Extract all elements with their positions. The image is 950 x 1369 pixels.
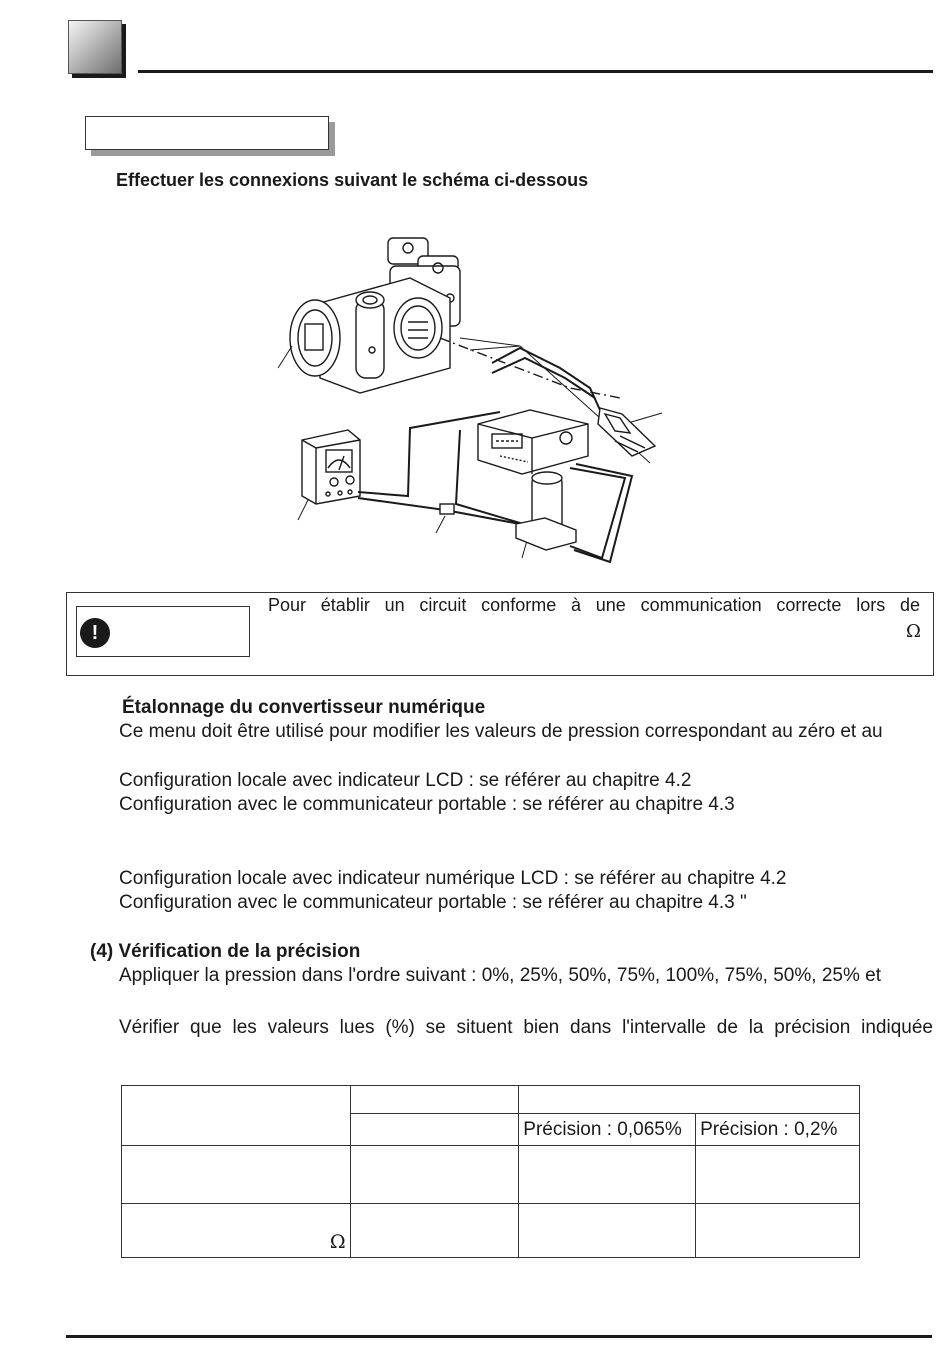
table-cell [696,1204,860,1258]
calibration-line-1: Ce menu doit être utilisé pour modifier les valeurs de pression correspondant au zéro et au [119,721,883,742]
exclamation-icon: ! [80,618,110,648]
verification-line-2: Vérifier que les valeurs lues (%) se situent bien dans l'intervalle de la précision indiquée [119,1017,933,1038]
table-row [122,1086,860,1114]
pressure-generator [516,472,576,550]
table-cell [122,1086,351,1146]
verification-heading: (4) Vérification de la précision [90,941,361,962]
footer-rule [66,1335,932,1338]
table-cell [350,1086,519,1114]
connection-instruction: Effectuer les connexions suivant le schéma ci-dessous [116,170,589,190]
header-rule [138,70,933,73]
verification-line-1: Appliquer la pression dans l'ordre suivant : 0%, 25%, 50%, 75%, 100%, 75%, 50%, 25% et [119,965,881,986]
table-header-precision-02: Précision : 0,2% [696,1114,860,1146]
pressure-transmitter [290,278,450,393]
calibration-line-4: Configuration locale avec indicateur numérique LCD : se référer au chapitre 4.2 [119,868,787,889]
calibration-line-2: Configuration locale avec indicateur LCD : se référer au chapitre 4.2 [119,770,692,791]
table-cell [350,1114,519,1146]
note-omega-symbol: Ω [906,621,921,642]
table-omega-cell: Ω [122,1204,351,1258]
table-cell [519,1204,696,1258]
calibration-heading: Étalonnage du convertisseur numérique [122,697,486,718]
chapter-number-box [68,20,122,74]
calibration-line-3: Configuration avec le communicateur portable : se référer au chapitre 4.3 [119,794,735,815]
table-cell [350,1146,519,1204]
connection-diagram [270,228,670,563]
power-supply-unit [478,410,588,474]
hand-held-communicator [598,408,655,456]
section-title-box [85,116,329,150]
table-cell [696,1146,860,1204]
table-cell [122,1146,351,1204]
calibration-line-5: Configuration avec le communicateur portable : se référer au chapitre 4.3 " [119,892,747,913]
table-row [122,1146,860,1204]
note-text: Pour établir un circuit conforme à une communication correcte lors de [268,595,920,615]
table-cell [350,1204,519,1258]
accuracy-table [121,1085,860,1258]
table-cell [519,1146,696,1204]
voltmeter [302,430,360,504]
table-row [122,1204,860,1258]
table-cell [519,1086,860,1114]
table-header-precision-0065: Précision : 0,065% [519,1114,696,1146]
